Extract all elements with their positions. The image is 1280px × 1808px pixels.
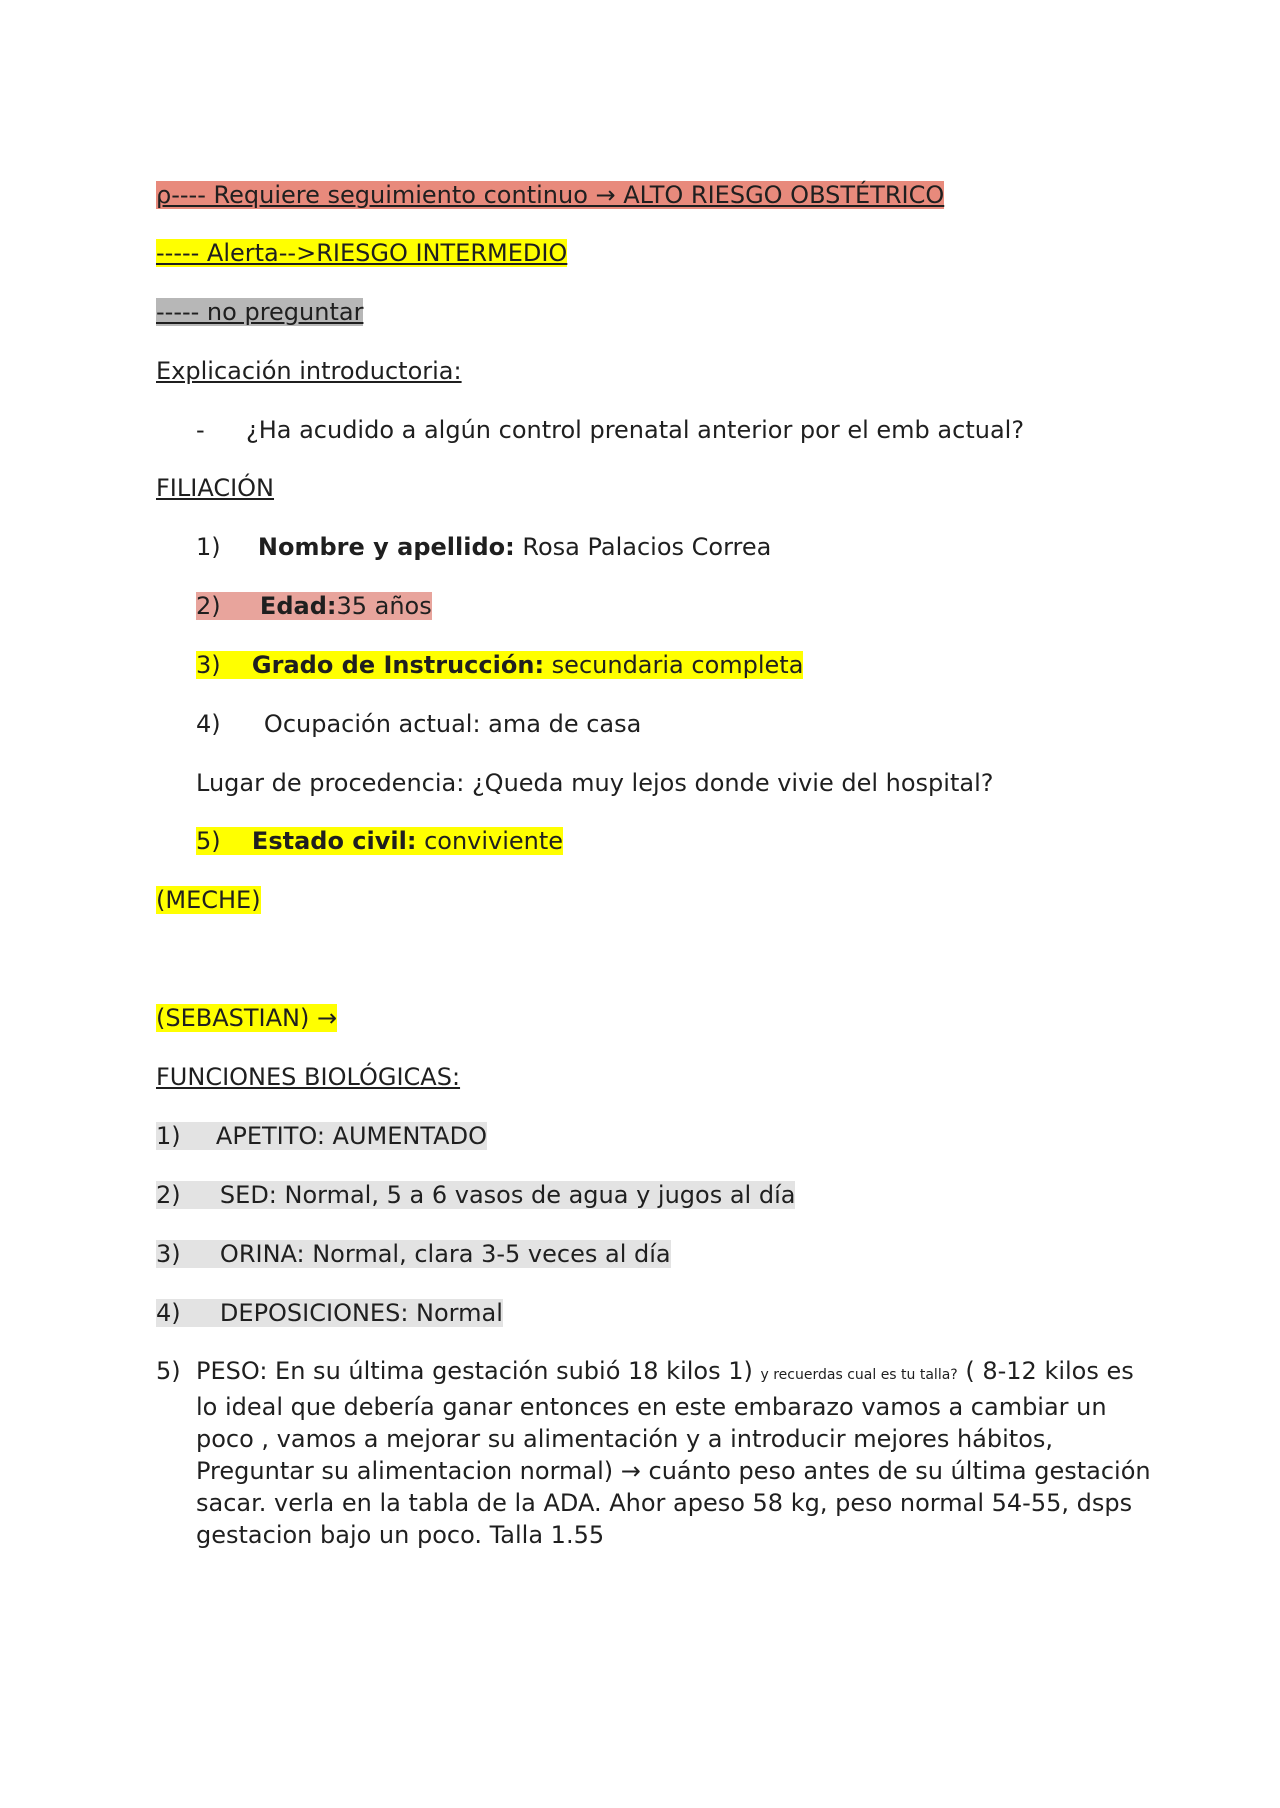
item-number: 4) — [196, 710, 221, 738]
funciones-item-sed — [156, 1180, 795, 1210]
item-text: APETITO: AUMENTADO — [215, 1122, 487, 1150]
filiacion-item-education — [196, 650, 803, 680]
civil-highlight — [196, 827, 563, 855]
item-value: Rosa Palacios Correa — [514, 533, 772, 561]
item-text: ORINA: Normal, clara 3-5 veces al día — [219, 1240, 671, 1268]
peso-text-a: PESO: En su última gestación subió 18 kilos 1) — [196, 1357, 761, 1385]
peso-text-b: ( 8-12 kilos es lo ideal que debería ganar entonces en este embarazo vamos a cambiar un poco , vamos a mejorar su alimentación y a introducir mejores hábitos, Preguntar su alimentacion normal) → cuánto peso antes de su última gestación sacar. verla en la tabla de la ADA. Ahor apeso 58 kg, peso normal 54-55, dsps gestacion bajo un poco. Talla 1.55 — [196, 1357, 1151, 1549]
funciones-item-apetito — [156, 1121, 487, 1151]
item-number: 1) — [196, 533, 221, 561]
filiacion-procedencia: Lugar de procedencia: ¿Queda muy lejos donde vivie del hospital? — [196, 769, 994, 797]
item-text: Ocupación actual: ama de casa — [263, 710, 642, 738]
age-highlight — [196, 592, 432, 620]
legend-high-risk-text: ρ---- Requiere seguimiento continuo → ALTO RIESGO OBSTÉTRICO — [156, 181, 945, 209]
legend-no-ask-text: ----- no preguntar — [156, 298, 364, 326]
speaker-sebastian-text: (SEBASTIAN) → — [156, 1004, 338, 1032]
filiacion-item-civil — [196, 826, 563, 856]
speaker-meche — [156, 885, 261, 915]
bullet-marker: - — [196, 416, 205, 444]
item-value: conviviente — [416, 827, 564, 855]
funciones-item-deposiciones — [156, 1298, 503, 1328]
item-number: 3) — [156, 1240, 181, 1268]
item-number: 3) — [196, 651, 221, 679]
legend-intermediate — [156, 238, 567, 268]
item-label: Estado civil: — [251, 827, 417, 855]
filiacion-item-occupation — [196, 709, 641, 739]
item-number: 4) — [156, 1299, 181, 1327]
peso-number: 5) — [156, 1357, 181, 1385]
item-label: Edad: — [259, 592, 337, 620]
intro-question: ¿Ha acudido a algún control prenatal anterior por el emb actual? — [245, 416, 1025, 444]
apetito-highlight — [156, 1122, 487, 1150]
legend-intermediate-text: ----- Alerta-->RIESGO INTERMEDIO — [156, 239, 568, 267]
legend-no-ask — [156, 297, 363, 327]
legend-high-risk — [156, 180, 944, 210]
peso-paragraph — [196, 1355, 1156, 1551]
funciones-item-orina — [156, 1239, 671, 1269]
intro-bullet — [196, 415, 1024, 445]
deposiciones-highlight — [156, 1299, 503, 1327]
filiacion-heading: FILIACIÓN — [156, 474, 275, 502]
speaker-sebastian — [156, 1003, 337, 1033]
item-label: Nombre y apellido: — [257, 533, 515, 561]
intro-heading: Explicación introductoria: — [156, 357, 462, 385]
peso-small-question: y recuerdas cual es tu talla? — [760, 1367, 958, 1383]
filiacion-item-name — [196, 532, 771, 562]
item-text: SED: Normal, 5 a 6 vasos de agua y jugos al día — [219, 1181, 796, 1209]
item-value: 35 años — [336, 592, 432, 620]
item-text: DEPOSICIONES: Normal — [219, 1299, 503, 1327]
sed-highlight — [156, 1181, 795, 1209]
item-number: 5) — [196, 827, 221, 855]
education-highlight — [196, 651, 803, 679]
item-number: 1) — [156, 1122, 181, 1150]
item-label: Grado de Instrucción: — [251, 651, 545, 679]
item-value: secundaria completa — [544, 651, 804, 679]
filiacion-item-age — [196, 591, 432, 621]
funciones-heading: FUNCIONES BIOLÓGICAS: — [156, 1063, 461, 1091]
item-number: 2) — [156, 1181, 181, 1209]
item-number: 2) — [196, 592, 221, 620]
speaker-meche-text: (MECHE) — [156, 886, 261, 914]
orina-highlight — [156, 1240, 671, 1268]
